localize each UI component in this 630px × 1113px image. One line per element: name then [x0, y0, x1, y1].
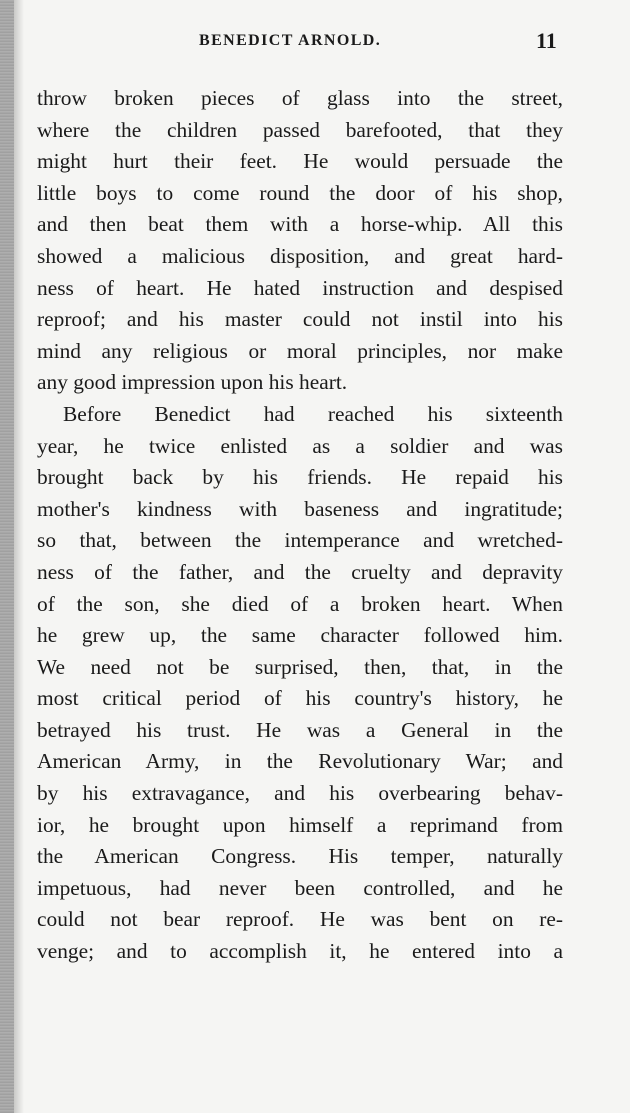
text-line: could not bear reproof. He was bent on re- [37, 907, 563, 932]
text-line: little boys to come round the door of his shop, [37, 180, 563, 205]
text-line: venge; and to accomplish it, he entered into a [37, 939, 563, 964]
text-line: ness of heart. He hated instruction and despised [37, 275, 563, 300]
text-line: most critical period of his country's history, he [37, 686, 563, 711]
page-edge-shadow [14, 0, 24, 1113]
text-line: reproof; and his master could not instil into his [37, 307, 563, 332]
text-line: mind any religious or moral principles, nor make [37, 338, 563, 363]
text-line: showed a malicious disposition, and great hard- [37, 243, 563, 268]
paragraph-1 [37, 83, 563, 399]
running-title: BENEDICT ARNOLD. [199, 32, 382, 49]
text-line: any good impression upon his heart. [37, 370, 348, 395]
text-line: might hurt their feet. He would persuade the [37, 149, 563, 174]
text-line: the American Congress. His temper, naturally [37, 844, 563, 869]
text-line: where the children passed barefooted, that they [37, 117, 563, 142]
text-line: American Army, in the Revolutionary War; and [37, 749, 563, 774]
text-line: betrayed his trust. He was a General in the [37, 717, 563, 742]
page-edge [0, 0, 14, 1113]
running-head [0, 28, 630, 58]
text-line: so that, between the intemperance and wretched- [37, 528, 563, 553]
text-line: year, he twice enlisted as a soldier and was [37, 433, 563, 458]
text-line: impetuous, had never been controlled, and he [37, 875, 563, 900]
text-line: ior, he brought upon himself a reprimand from [37, 812, 563, 837]
text-line: We need not be surprised, then, that, in the [37, 654, 563, 679]
text-line: mother's kindness with baseness and ingratitude; [37, 496, 563, 521]
paragraph-2 [37, 399, 563, 968]
text-line: by his extravagance, and his overbearing behav- [37, 781, 563, 806]
text-line: and then beat them with a horse-whip. All this [37, 212, 563, 237]
text-line: ness of the father, and the cruelty and depravity [37, 559, 563, 584]
text-line: throw broken pieces of glass into the street, [37, 86, 563, 110]
text-line: brought back by his friends. He repaid his [37, 465, 563, 490]
page-number: 11 [536, 28, 557, 53]
text-line: of the son, she died of a broken heart. When [37, 591, 563, 616]
text-line: Before Benedict had reached his sixteenth [63, 401, 563, 426]
text-line: he grew up, the same character followed him. [37, 623, 563, 648]
body-text [37, 83, 563, 968]
